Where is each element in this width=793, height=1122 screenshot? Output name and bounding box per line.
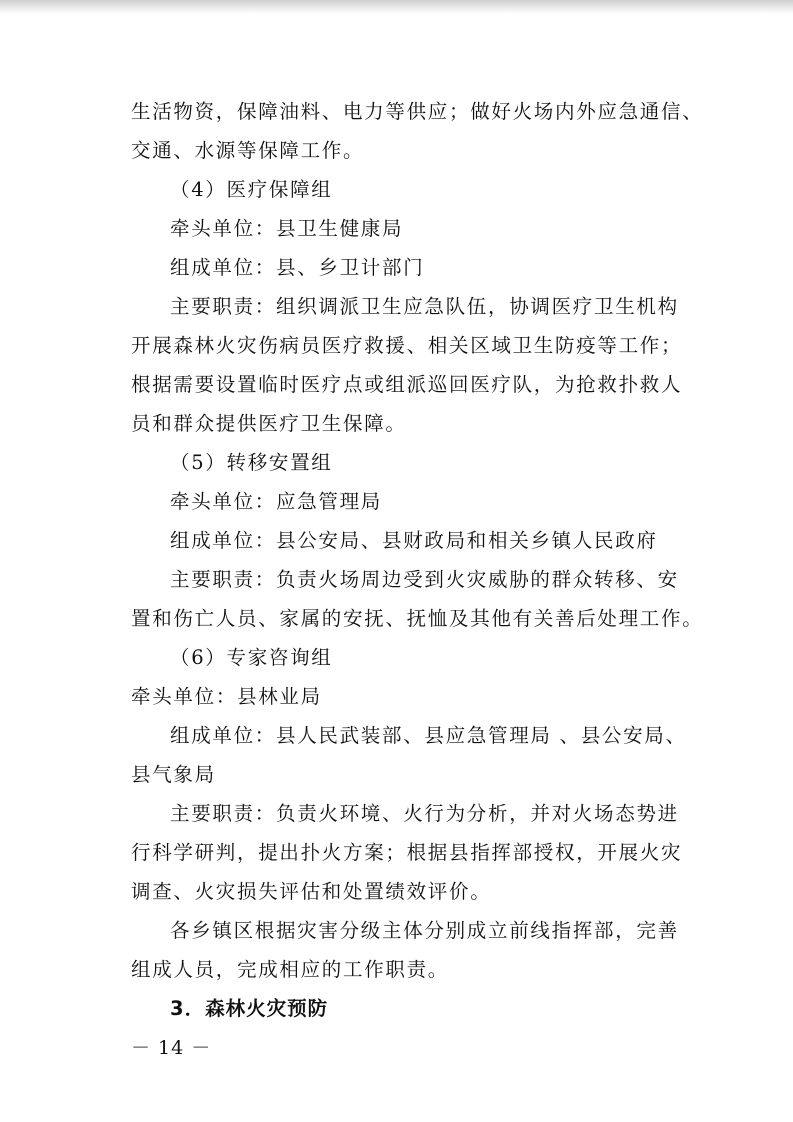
duties-expert-2: 行科学研判，提出扑火方案；根据县指挥部授权，开展火灾 (131, 841, 683, 864)
scan-top-edge (0, 0, 793, 14)
duties-relocation-2: 置和伤亡人员、家属的安抚、抚恤及其他有关善后处理工作。 (131, 607, 704, 630)
section-heading-forest-fire-prevention: 3．森林火灾预防 (170, 997, 329, 1020)
lead-unit-relocation: 牵头单位：应急管理局 (170, 490, 383, 513)
paragraph-frontline-2: 组成人员，完成相应的工作职责。 (131, 958, 450, 981)
text-line-2: 交通、水源等保障工作。 (131, 139, 365, 162)
heading-relocation-group: （5）转移安置组 (170, 451, 333, 474)
heading-medical-support-group: （4）医疗保障组 (170, 178, 333, 201)
page-number: － 14 － (131, 1037, 212, 1059)
duties-medical-2: 开展森林火灾伤病员医疗救援、相关区域卫生防疫等工作； (131, 334, 683, 357)
duties-medical-1: 主要职责：组织调派卫生应急队伍，协调医疗卫生机构 (170, 295, 679, 318)
heading-expert-group: （6）专家咨询组 (170, 646, 333, 669)
member-units-expert-2: 县气象局 (131, 763, 216, 786)
member-units-medical: 组成单位：县、乡卫计部门 (170, 256, 425, 279)
text-line-1: 生活物资，保障油料、电力等供应；做好火场内外应急通信、 (131, 100, 704, 123)
member-units-relocation: 组成单位：县公安局、县财政局和相关乡镇人民政府 (170, 529, 658, 552)
duties-expert-3: 调查、火灾损失评估和处置绩效评价。 (131, 880, 492, 903)
lead-unit-medical: 牵头单位：县卫生健康局 (170, 217, 404, 240)
duties-relocation-1: 主要职责：负责火场周边受到火灾威胁的群众转移、安 (170, 568, 679, 591)
duties-medical-3: 根据需要设置临时医疗点或组派巡回医疗队，为抢救扑救人 (131, 373, 683, 396)
lead-unit-expert: 牵头单位：县林业局 (131, 685, 322, 708)
member-units-expert-1: 组成单位：县人民武装部、县应急管理局 、县公安局、 (170, 724, 687, 747)
duties-medical-4: 员和群众提供医疗卫生保障。 (131, 412, 407, 435)
paragraph-frontline-1: 各乡镇区根据灾害分级主体分别成立前线指挥部，完善 (170, 919, 679, 942)
duties-expert-1: 主要职责：负责火环境、火行为分析，并对火场态势进 (170, 802, 679, 825)
